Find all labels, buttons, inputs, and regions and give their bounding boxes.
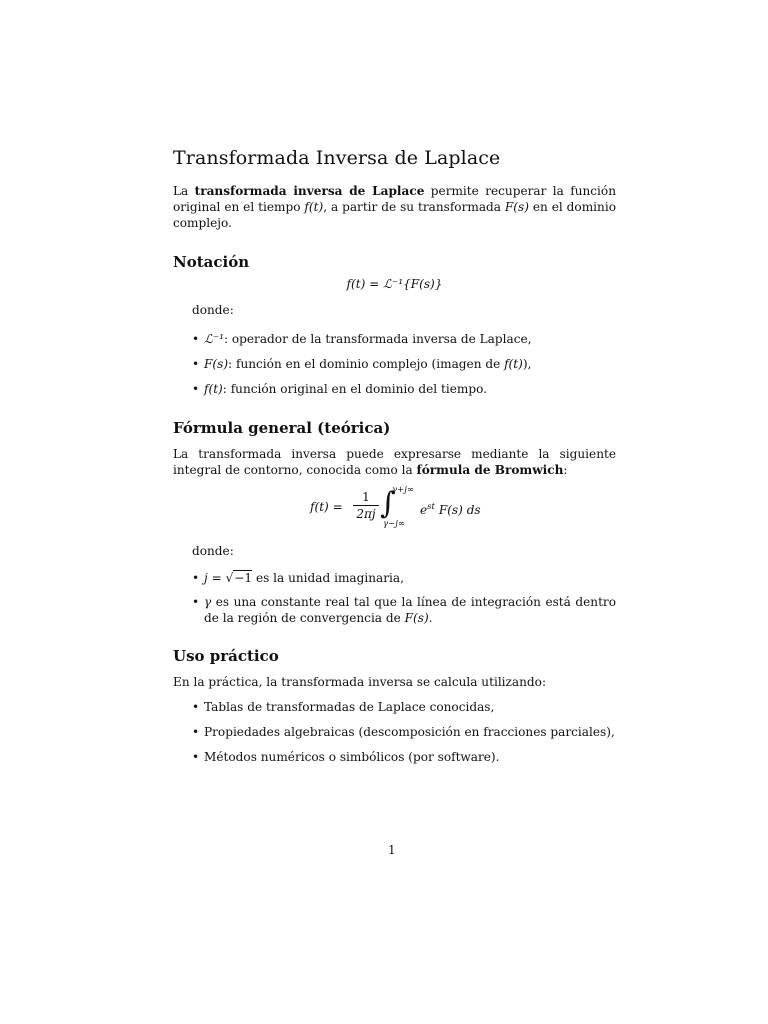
integral-sign: ∫ [380,486,396,521]
section-heading: Notación [173,253,250,271]
notation-equation [173,276,616,292]
para-text: La transformada inversa puede expresarse mediante la siguiente integral de contorno, conocida como la [173,447,616,477]
page-number: 1 [388,843,396,857]
math-term: γ [204,595,212,609]
math-term: f(t) [504,357,523,371]
equation-text: f(t) = ℒ⁻¹{F(s)} [346,277,443,291]
bold-term: fórmula de Bromwich [416,463,564,477]
exp-base: e [420,503,428,518]
math-f-of-t: f(t) [304,200,324,214]
integral-upper-limit: γ+j∞ [392,485,414,495]
intro-text: en el dominio complejo. [173,200,616,230]
item-text: Tablas de transformadas de Laplace conocidas, [204,700,495,714]
item-text: Propiedades algebraicas (descomposición en fracciones parciales), [204,725,615,739]
intro-text: La [173,184,195,198]
math-term: j = [204,571,226,585]
bromwich-list [173,570,616,626]
integrand-rest: F(s) ds [438,503,481,518]
item-text: es una constante real tal que la línea de integración está dentro de la región de convergencia de [204,595,616,625]
sqrt-sign: √ [225,571,234,585]
bullet-glyph: • [192,700,200,714]
bullet-glyph: • [192,382,200,396]
math-F-of-s: F(s) [504,200,529,214]
section-notacion [173,252,616,397]
math-term: F(s) [404,611,429,625]
integral-lower-limit: γ−j∞ [383,519,405,529]
exp-power: st [427,502,435,512]
sqrt-radicand: −1 [234,571,253,585]
bromwich-equation [173,486,616,536]
item-text: ), [522,357,532,371]
list-item [173,381,616,397]
math-term: F(s) [204,357,229,371]
item-text: es la unidad imaginaria, [252,571,404,585]
list-item [173,594,616,626]
intro-text: permite recuperar la función original en el tiempo [173,184,616,214]
bullet-glyph: • [192,750,200,764]
item-text: : función original en el dominio del tiempo. [222,382,487,396]
bullet-glyph: • [192,725,200,739]
donde-label: donde: [192,303,234,317]
section-heading: Fórmula general (teórica) [173,419,391,437]
bullet-glyph: • [192,357,200,371]
fraction-bar [353,505,379,506]
page-content [173,146,616,765]
para-text: : [563,463,568,477]
item-text: : función en el dominio complejo (imagen de [228,357,505,371]
list-item [173,331,616,347]
intro-text: , a partir de su transformada [323,200,505,214]
section-uso-practico [173,646,616,765]
fraction-denominator: 2πj [356,507,376,521]
section-formula-general [173,418,616,626]
list-item [173,356,616,372]
intro-paragraph [173,183,616,231]
item-text: : operador de la transformada inversa de Laplace, [223,332,532,346]
list-item [173,749,616,765]
bromwich-paragraph [173,446,616,478]
notation-list [173,331,616,397]
intro-bold-term: transformada inversa de Laplace [194,184,425,198]
integrand [420,499,481,518]
item-text: Métodos numéricos o simbólicos (por software). [204,750,500,764]
math-term: ℒ⁻¹ [204,332,224,346]
uso-paragraph: En la práctica, la transformada inversa se calcula utilizando: [173,675,547,689]
bullet-glyph: • [192,595,200,609]
list-item [173,570,616,586]
section-heading: Uso práctico [173,647,279,665]
math-term: f(t) [204,382,223,396]
page-title: Transformada Inversa de Laplace [173,147,501,169]
fraction-numerator: 1 [362,490,370,504]
equation-lhs: f(t) = [310,500,343,514]
fraction [353,490,379,521]
donde-label: donde: [192,544,234,558]
item-text: . [428,611,433,625]
uso-list [173,699,616,765]
list-item [173,724,616,740]
list-item [173,699,616,715]
bullet-glyph: • [192,332,200,346]
bullet-glyph: • [192,571,200,585]
